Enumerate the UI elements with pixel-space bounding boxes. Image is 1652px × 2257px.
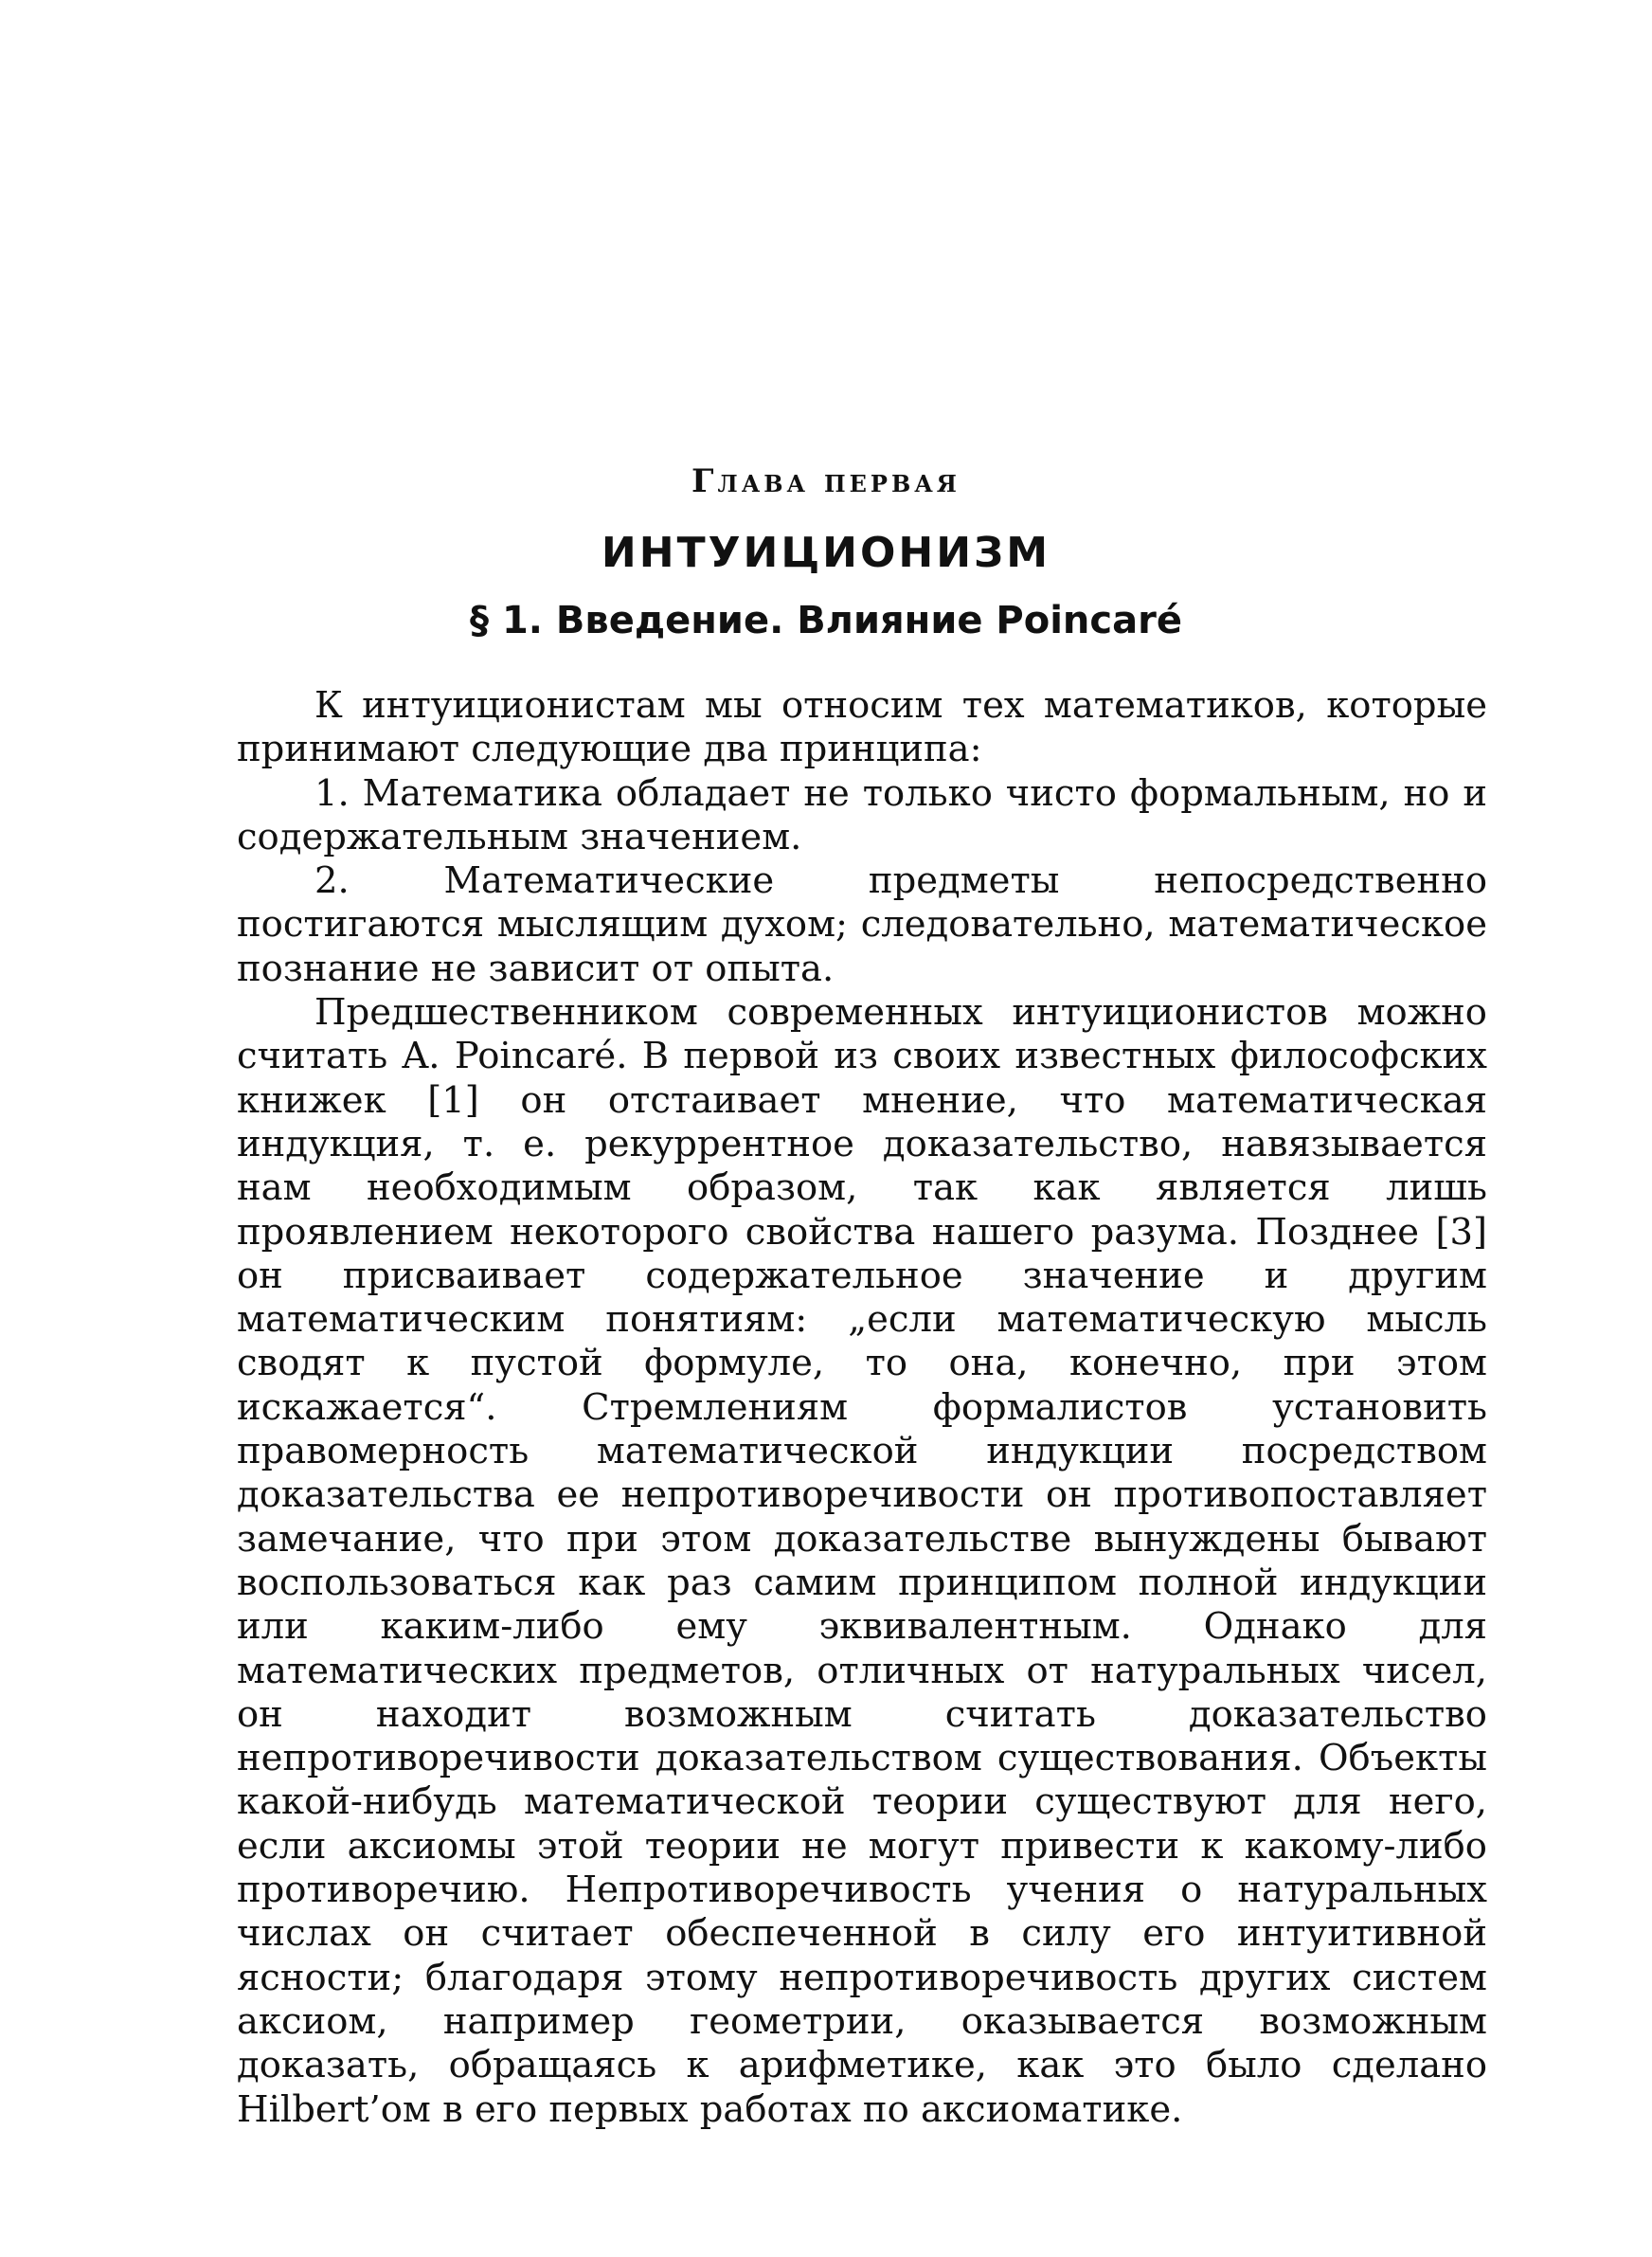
principle-1-paragraph: 1. Математика обладает не только чисто формальным, но и содержательным значением. [237,771,1487,858]
section-title: § 1. Введение. Влияние Poincaré [470,599,1182,642]
chapter-title: ИНТУИЦИОНИЗМ [601,529,1051,577]
intro-paragraph: К интуиционистам мы относим тех математиков, которые принимают следующие два принципа: [237,684,1487,771]
body-text [237,684,1487,2132]
chapter-label: Глава первая [691,462,961,500]
principle-2-paragraph: 2. Математические предметы непосредственно постигаются мыслящим духом; следовательно, математическое познание не зависит от опыта. [237,859,1487,990]
poincare-paragraph: Предшественником современных интуиционистов можно считать A. Poincaré. В первой из своих известных философских книжек [1] он отстаивает мнение, что математическая индукция, т. е. рекуррентное доказательство, навязывается нам необходимым образом, так как является лишь проявлением некоторого свойства нашего разума. Позднее [3] он присваивает содержательное значение и другим математическим понятиям: „если математическую мысль сводят к пустой формуле, то она, конечно, при этом искажается“. Стремлениям формалистов установить правомерность математической индукции посредством доказательства ее непротиворечивости он противопоставляет замечание, что при этом доказательстве вынуждены бывают воспользоваться как раз самим принципом полной индукции или каким-либо ему эквивалентным. Однако для математических предметов, отличных от натуральных чисел, он находит возможным считать доказательство непротиворечивости доказательством существования. Объекты какой-нибудь математической теории существуют для него, если аксиомы этой теории не могут привести к какому-либо противоречию. Непротиворечивость учения о натуральных числах он считает обеспеченной в силу его интуитивной ясности; благодаря этому непротиворечивость других систем аксиом, например геометрии, оказывается возможным доказать, обращаясь к арифметике, как это было сделано Hilbert’ом в его первых работах по аксиоматике. [237,991,1487,2131]
